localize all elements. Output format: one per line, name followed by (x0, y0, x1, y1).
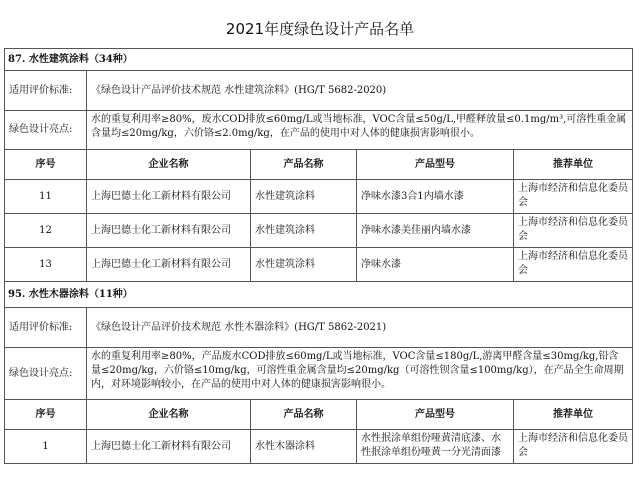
section-heading: 87. 水性建筑涂料（34种） (8, 53, 133, 65)
product-name: 水性建筑涂料 (251, 180, 357, 213)
green-product-table (4, 48, 633, 464)
company-name: 上海巴德士化工新材料有限公司 (87, 180, 251, 213)
column-header: 产品名称 (251, 400, 357, 429)
product-name: 水性建筑涂料 (251, 248, 357, 281)
section-heading-row (4, 282, 633, 308)
product-model: 净味水漆 (357, 248, 514, 281)
recommender: 上海市经济和信息化委员会 (518, 217, 628, 242)
column-header: 产品型号 (357, 400, 514, 429)
standard-text: 《绿色设计产品评价技术规范 水性木器涂料》(HG/T 5862-2021) (91, 321, 387, 333)
row-number: 12 (5, 214, 87, 247)
page-title: 2021年度绿色设计产品名单 (225, 20, 415, 38)
row-number: 13 (5, 248, 87, 281)
table-row (4, 214, 633, 248)
standard-label: 适用评价标准: (5, 71, 87, 110)
company-name: 上海巴德士化工新材料有限公司 (87, 248, 251, 281)
standard-row (4, 308, 633, 348)
column-header: 序号 (5, 400, 87, 429)
column-header: 企业名称 (87, 400, 251, 429)
standard-row (4, 71, 633, 111)
recommender: 上海市经济和信息化委员会 (518, 251, 628, 276)
recommender: 上海市经济和信息化委员会 (518, 183, 628, 208)
column-header: 企业名称 (87, 150, 251, 179)
section-heading-row (4, 49, 633, 71)
table-row (4, 248, 633, 282)
standard-text: 《绿色设计产品评价技术规范 水性建筑涂料》(HG/T 5682-2020) (91, 84, 387, 96)
company-name: 上海巴德士化工新材料有限公司 (87, 430, 251, 463)
highlights-row (4, 111, 633, 150)
column-header: 序号 (5, 150, 87, 179)
highlights-row (4, 348, 633, 400)
product-model: 净味水漆美佳丽内墙水漆 (357, 214, 514, 247)
table-row (4, 180, 633, 214)
column-header: 产品名称 (251, 150, 357, 179)
highlights-text: 水的重复利用率≥80%，废水COD排放≤60mg/L或当地标准，VOC含量≤50g/L,甲醛释放量≤0.1mg/m³,可溶性重金属含量均≤20mg/kg，六价铬≤2.0mg/kg，在产品的使用中对人体的健康损害影响很小。 (91, 114, 627, 139)
column-header: 产品型号 (357, 150, 514, 179)
product-name: 水性建筑涂料 (251, 214, 357, 247)
standard-label: 适用评价标准: (5, 308, 87, 347)
highlights-text: 水的重复利用率≥80%，产品废水COD排放≤60mg/L或当地标准，VOC含量≤180g/L,游离甲醛含量≤30mg/kg,铅含量≤20mg/kg，六价铬≤10mg/kg，可溶性重金属含量均≤20mg/kg（可溶性钡含量≤100mg/kg），在产品全生命周期内，对环境影响较小，在产品的使用中对人体的健康损害影响很小。 (91, 351, 624, 390)
column-header: 推荐单位 (553, 158, 593, 170)
highlights-label: 绿色设计亮点: (5, 348, 87, 399)
product-name: 水性木器涂料 (251, 430, 357, 463)
product-model: 净味水漆3合1内墙水漆 (357, 180, 514, 213)
product-model: 水性抿涂单组份哑黄清底漆、水性抿涂单组份哑黄一分光清面漆 (357, 430, 514, 463)
section-heading: 95. 水性木器涂料（11种） (8, 288, 133, 300)
row-number: 11 (5, 180, 87, 213)
company-name: 上海巴德士化工新材料有限公司 (87, 214, 251, 247)
row-number: 1 (5, 430, 87, 463)
table-header-row (4, 400, 633, 430)
table-row (4, 430, 633, 464)
table-header-row (4, 150, 633, 180)
recommender: 上海市经济和信息化委员会 (518, 433, 628, 458)
highlights-label: 绿色设计亮点: (5, 111, 87, 149)
column-header: 推荐单位 (553, 408, 593, 420)
